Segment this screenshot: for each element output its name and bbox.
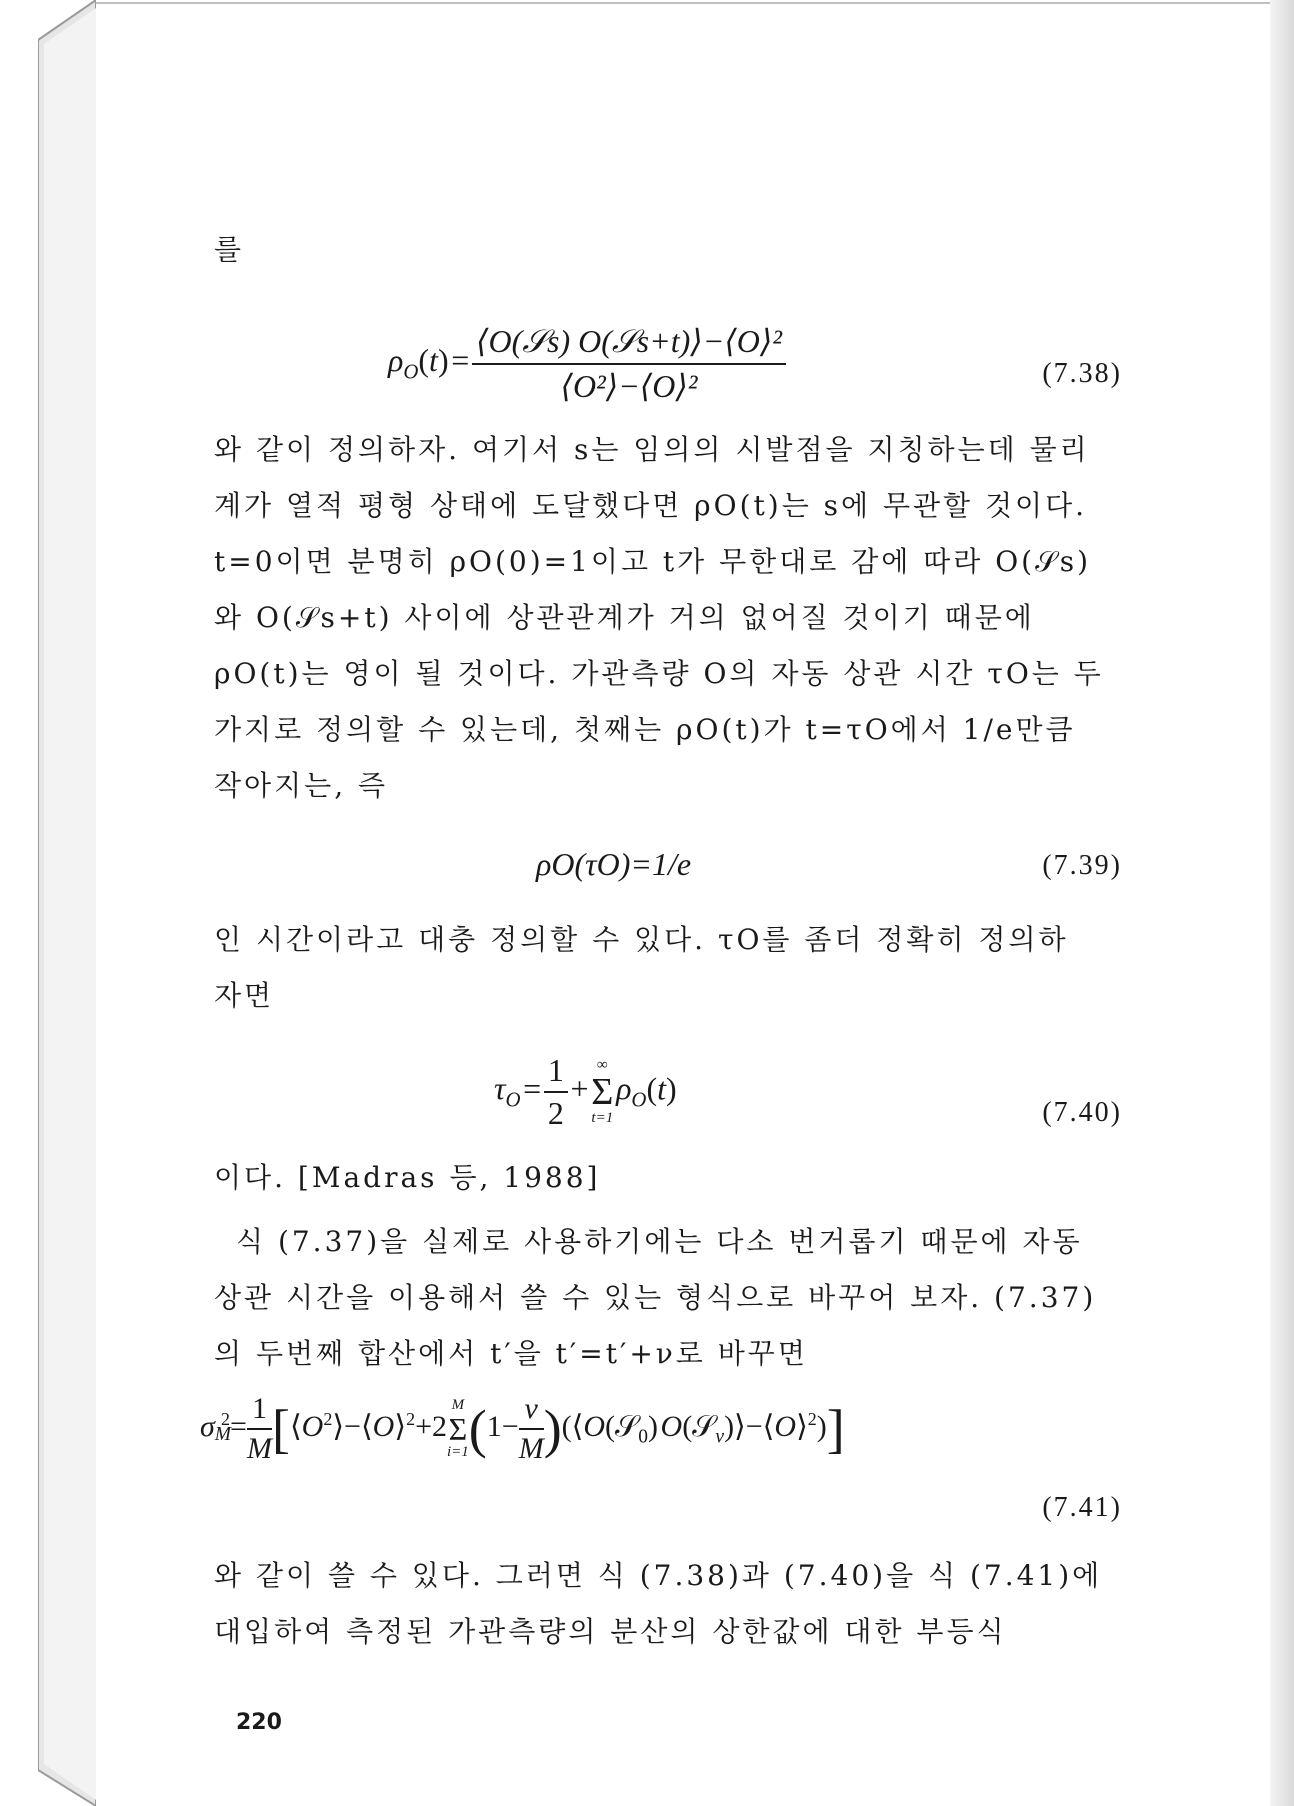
para2-line1: 인 시간이라고 대충 정의할 수 있다. τO를 좀더 정확히 정의하 <box>214 923 1069 956</box>
equation-number-7-39: (7.39) <box>1042 850 1122 881</box>
para1-line1: 와 같이 정의하자. 여기서 s는 임의의 시발점을 지칭하는데 물리 <box>214 433 1090 466</box>
para5-line1: 와 같이 쓸 수 있다. 그러면 식 (7.38)과 (7.40)을 식 (7.41)에 <box>214 1559 1103 1592</box>
text-line-top: 를 <box>214 233 245 266</box>
page-edge <box>1270 0 1294 1806</box>
eq-738-numerator: ⟨O(𝒮s) O(𝒮s+t)⟩−⟨O⟩² <box>472 322 786 365</box>
para1-line6: 가지로 정의할 수 있는데, 첫째는 ρO(t)가 t=τO에서 1/e만큼 <box>214 713 1076 746</box>
para1-line5: ρO(t)는 영이 될 것이다. 가관측량 O의 자동 상관 시간 τO는 두 <box>214 657 1104 690</box>
eq-738-denominator: ⟨O²⟩−⟨O⟩² <box>560 368 698 404</box>
equation-number-7-38: (7.38) <box>1042 358 1122 389</box>
para1-line4: 와 O(𝒮s+t) 사이에 상관관계가 거의 없어질 것이기 때문에 <box>214 601 1035 634</box>
para4-line2: 상관 시간을 이용해서 쓸 수 있는 형식으로 바꾸어 보자. (7.37) <box>214 1281 1097 1314</box>
equation-7-39: ρO(τO)=1/e <box>536 846 692 882</box>
book-page <box>96 2 1278 1804</box>
para4-line3: 의 두번째 합산에서 t′을 t′=t′+ν로 바꾸면 <box>214 1337 808 1370</box>
para1-line2: 계가 열적 평형 상태에 도달했다면 ρO(t)는 s에 무관할 것이다. <box>214 489 1088 522</box>
book-spine <box>38 0 96 1806</box>
equation-7-41: $\sigma M^2=$ $\frac{1}{M}$ [$⟨O^2⟩-⟨O⟩^2+2$ M Σ i=1 (1− $\frac{\nu}{M}$ )(⟨O(𝒮$_0$) O(𝒮$_\nu$)⟩−⟨O⟩$^2$)] <box>200 1392 845 1465</box>
para1-line3: t=0이면 분명히 ρO(0)=1이고 t가 무한대로 감에 따라 O(𝒮s) <box>214 545 1092 578</box>
equation-number-7-40: (7.40) <box>1042 1097 1122 1128</box>
page-number: 220 <box>236 1710 282 1735</box>
para2-line2: 자면 <box>214 979 275 1012</box>
para4-line1: 식 (7.37)을 실제로 사용하기에는 다소 번거롭기 때문에 자동 <box>236 1225 1083 1258</box>
equation-number-7-41: (7.41) <box>1042 1492 1122 1523</box>
equation-7-38: $\rho_O(t)$ = $\frac{\text{⟨O(𝒮s) O(𝒮s+t)⟩−⟨O⟩²}}{\text{⟨O²⟩−⟨O⟩²}}$ <box>388 322 786 405</box>
para1-line7: 작아지는, 즉 <box>214 769 389 802</box>
equation-7-40: $\tau_O$ = $\frac{1}{2}$ + ∞ Σ t=1 $\rho_O(t)$ <box>494 1052 677 1131</box>
para3-line1: 이다. [Madras 등, 1988] <box>214 1161 601 1194</box>
para5-line2: 대입하여 측정된 가관측량의 분산의 상한값에 대한 부등식 <box>214 1615 1007 1648</box>
